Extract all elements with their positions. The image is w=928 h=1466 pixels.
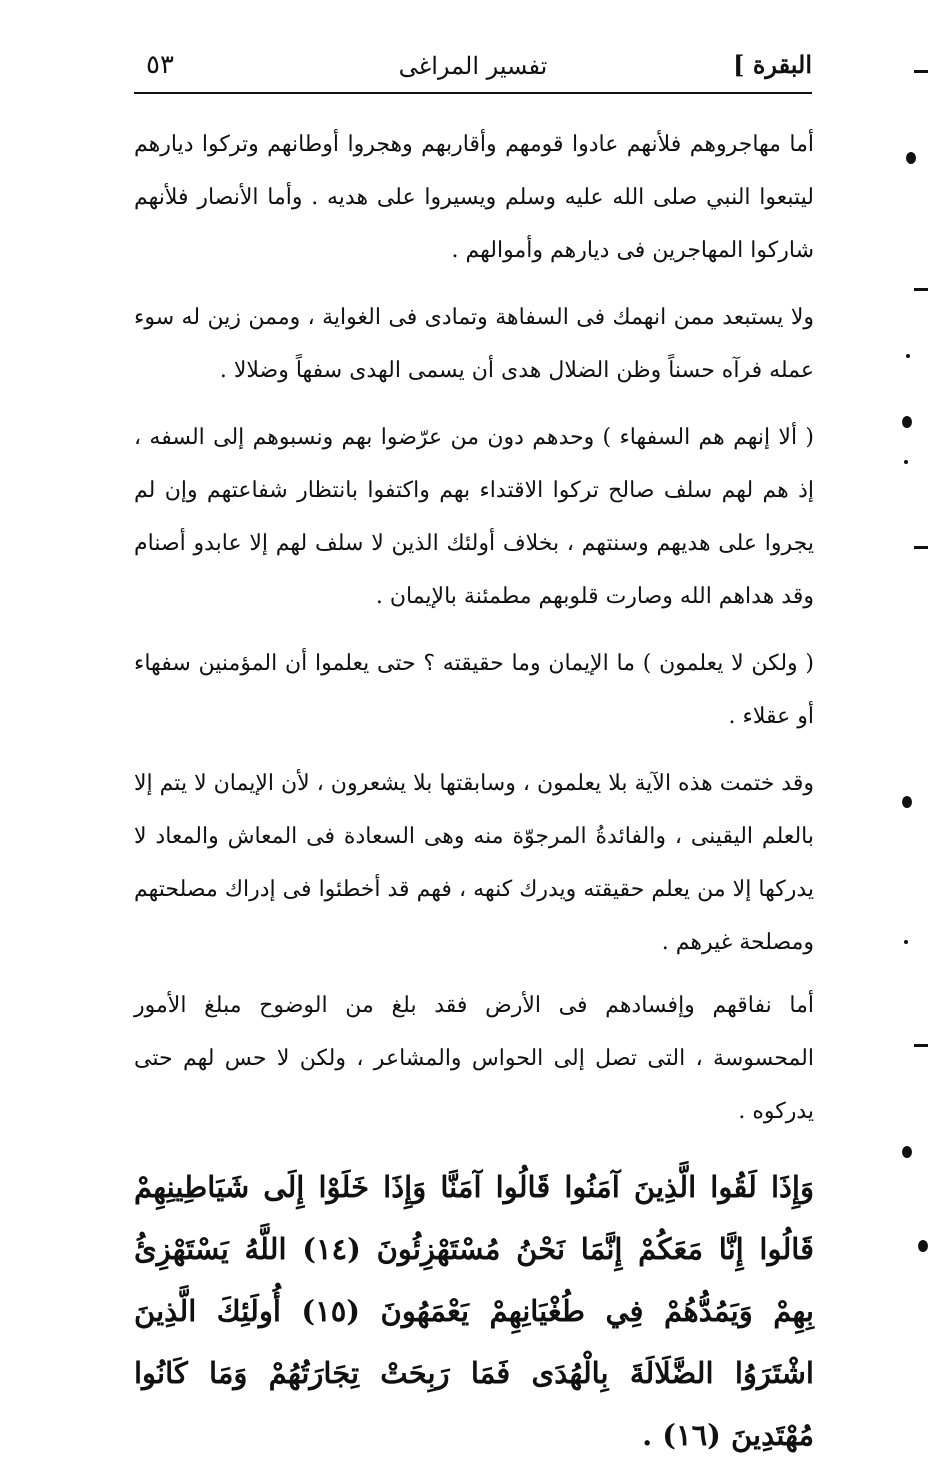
margin-mark <box>906 152 916 164</box>
paragraph-ending-of-verse: وقد ختمت هذه الآية بلا يعلمون ، وسابقتها بلا يشعرون ، لأن الإيمان لا يتم إلا بالعلم اليقينى ، والفائدةُ المرجوّة منه وهى السعادة فى المعاش والمعاد لا يدركها إلا من يعلم حقيقته ويدرك كنهه ، فهم قد أخطئوا فى إدراك مصلحتهم ومصلحة غيرهم . <box>134 771 814 955</box>
margin-mark <box>914 70 928 73</box>
margin-mark <box>918 1240 928 1252</box>
margin-mark <box>902 796 912 808</box>
quran-verses: وَإِذَا لَقُوا الَّذِينَ آمَنُوا قَالُوا آمَنَّا وَإِذَا خَلَوْا إِلَى شَيَاطِينِهِمْ قَالُوا إِنَّا مَعَكُمْ إِنَّمَا نَحْنُ مُسْتَهْزِئُونَ (١٤) اللَّهُ يَسْتَهْزِئُ بِهِمْ وَيَمُدُّهُمْ فِي طُغْيَانِهِمْ يَعْمَهُونَ (١٥) أُولَئِكَ الَّذِينَ اشْتَرَوُا الضَّلَالَةَ بِالْهُدَى فَمَا رَبِحَتْ تِجَارَتُهُمْ وَمَا كَانُوا مُهْتَدِينَ (١٦) . <box>134 1170 814 1452</box>
page-header <box>134 50 812 90</box>
header-rule <box>134 92 812 94</box>
paragraph-they-know-not: ( ولكن لا يعلمون ) ما الإيمان وما حقيقته ؟ حتى يعلموا أن المؤمنين سفهاء أو عقلاء . <box>134 651 814 729</box>
margin-mark <box>914 546 928 549</box>
margin-mark <box>902 1146 912 1158</box>
margin-mark <box>914 288 928 291</box>
margin-mark <box>902 416 912 428</box>
page-number: ٥٣ <box>146 50 174 80</box>
paragraph-emigrants: أما مهاجروهم فلأنهم عادوا قومهم وأقاربهم وهجروا أوطانهم وتركوا ديارهم ليتبعوا النبي صلى الله عليه وسلم ويسيروا على هديه . وأما الأنصار فلأنهم شاركوا المهاجرين فى ديارهم وأموالهم . <box>134 132 814 263</box>
paragraph-they-are-fools: ( ألا إنهم هم السفهاء ) وحدهم دون من عرّضوا بهم ونسبوهم إلى السفه ، إذ هم لهم سلف صالح تركوا الاقتداء بهم واكتفوا بانتظار شفاعتهم وإن لم يجروا على هديهم وسنتهم ، بخلاف أولئك الذين لا سلف لهم إلا عابدو أصنام وقد هداهم الله وصارت قلوبهم مطمئنة بالإيمان . <box>134 425 814 609</box>
margin-mark <box>904 460 908 464</box>
margin-mark <box>914 1044 928 1047</box>
paragraph-folly: ولا يستبعد ممن انهمك فى السفاهة وتمادى فى الغواية ، وممن زين له سوء عمله فرآه حسناً وظن الضلال هدى أن يسمى الهدى سفهاً وضلالا . <box>134 305 814 383</box>
page-body <box>134 118 814 1466</box>
book-title: تفسير المراغى <box>398 52 548 80</box>
margin-mark <box>906 354 910 358</box>
paragraph-hypocrisy: أما نفاقهم وإفسادهم فى الأرض فقد بلغ من الوضوح مبلغ الأمور المحسوسة ، التى تصل إلى الحواس والمشاعر ، ولكن لا حس لهم حتى يدركوه . <box>134 993 814 1124</box>
surah-name: البقرة ] <box>733 50 812 79</box>
margin-mark <box>904 940 908 944</box>
